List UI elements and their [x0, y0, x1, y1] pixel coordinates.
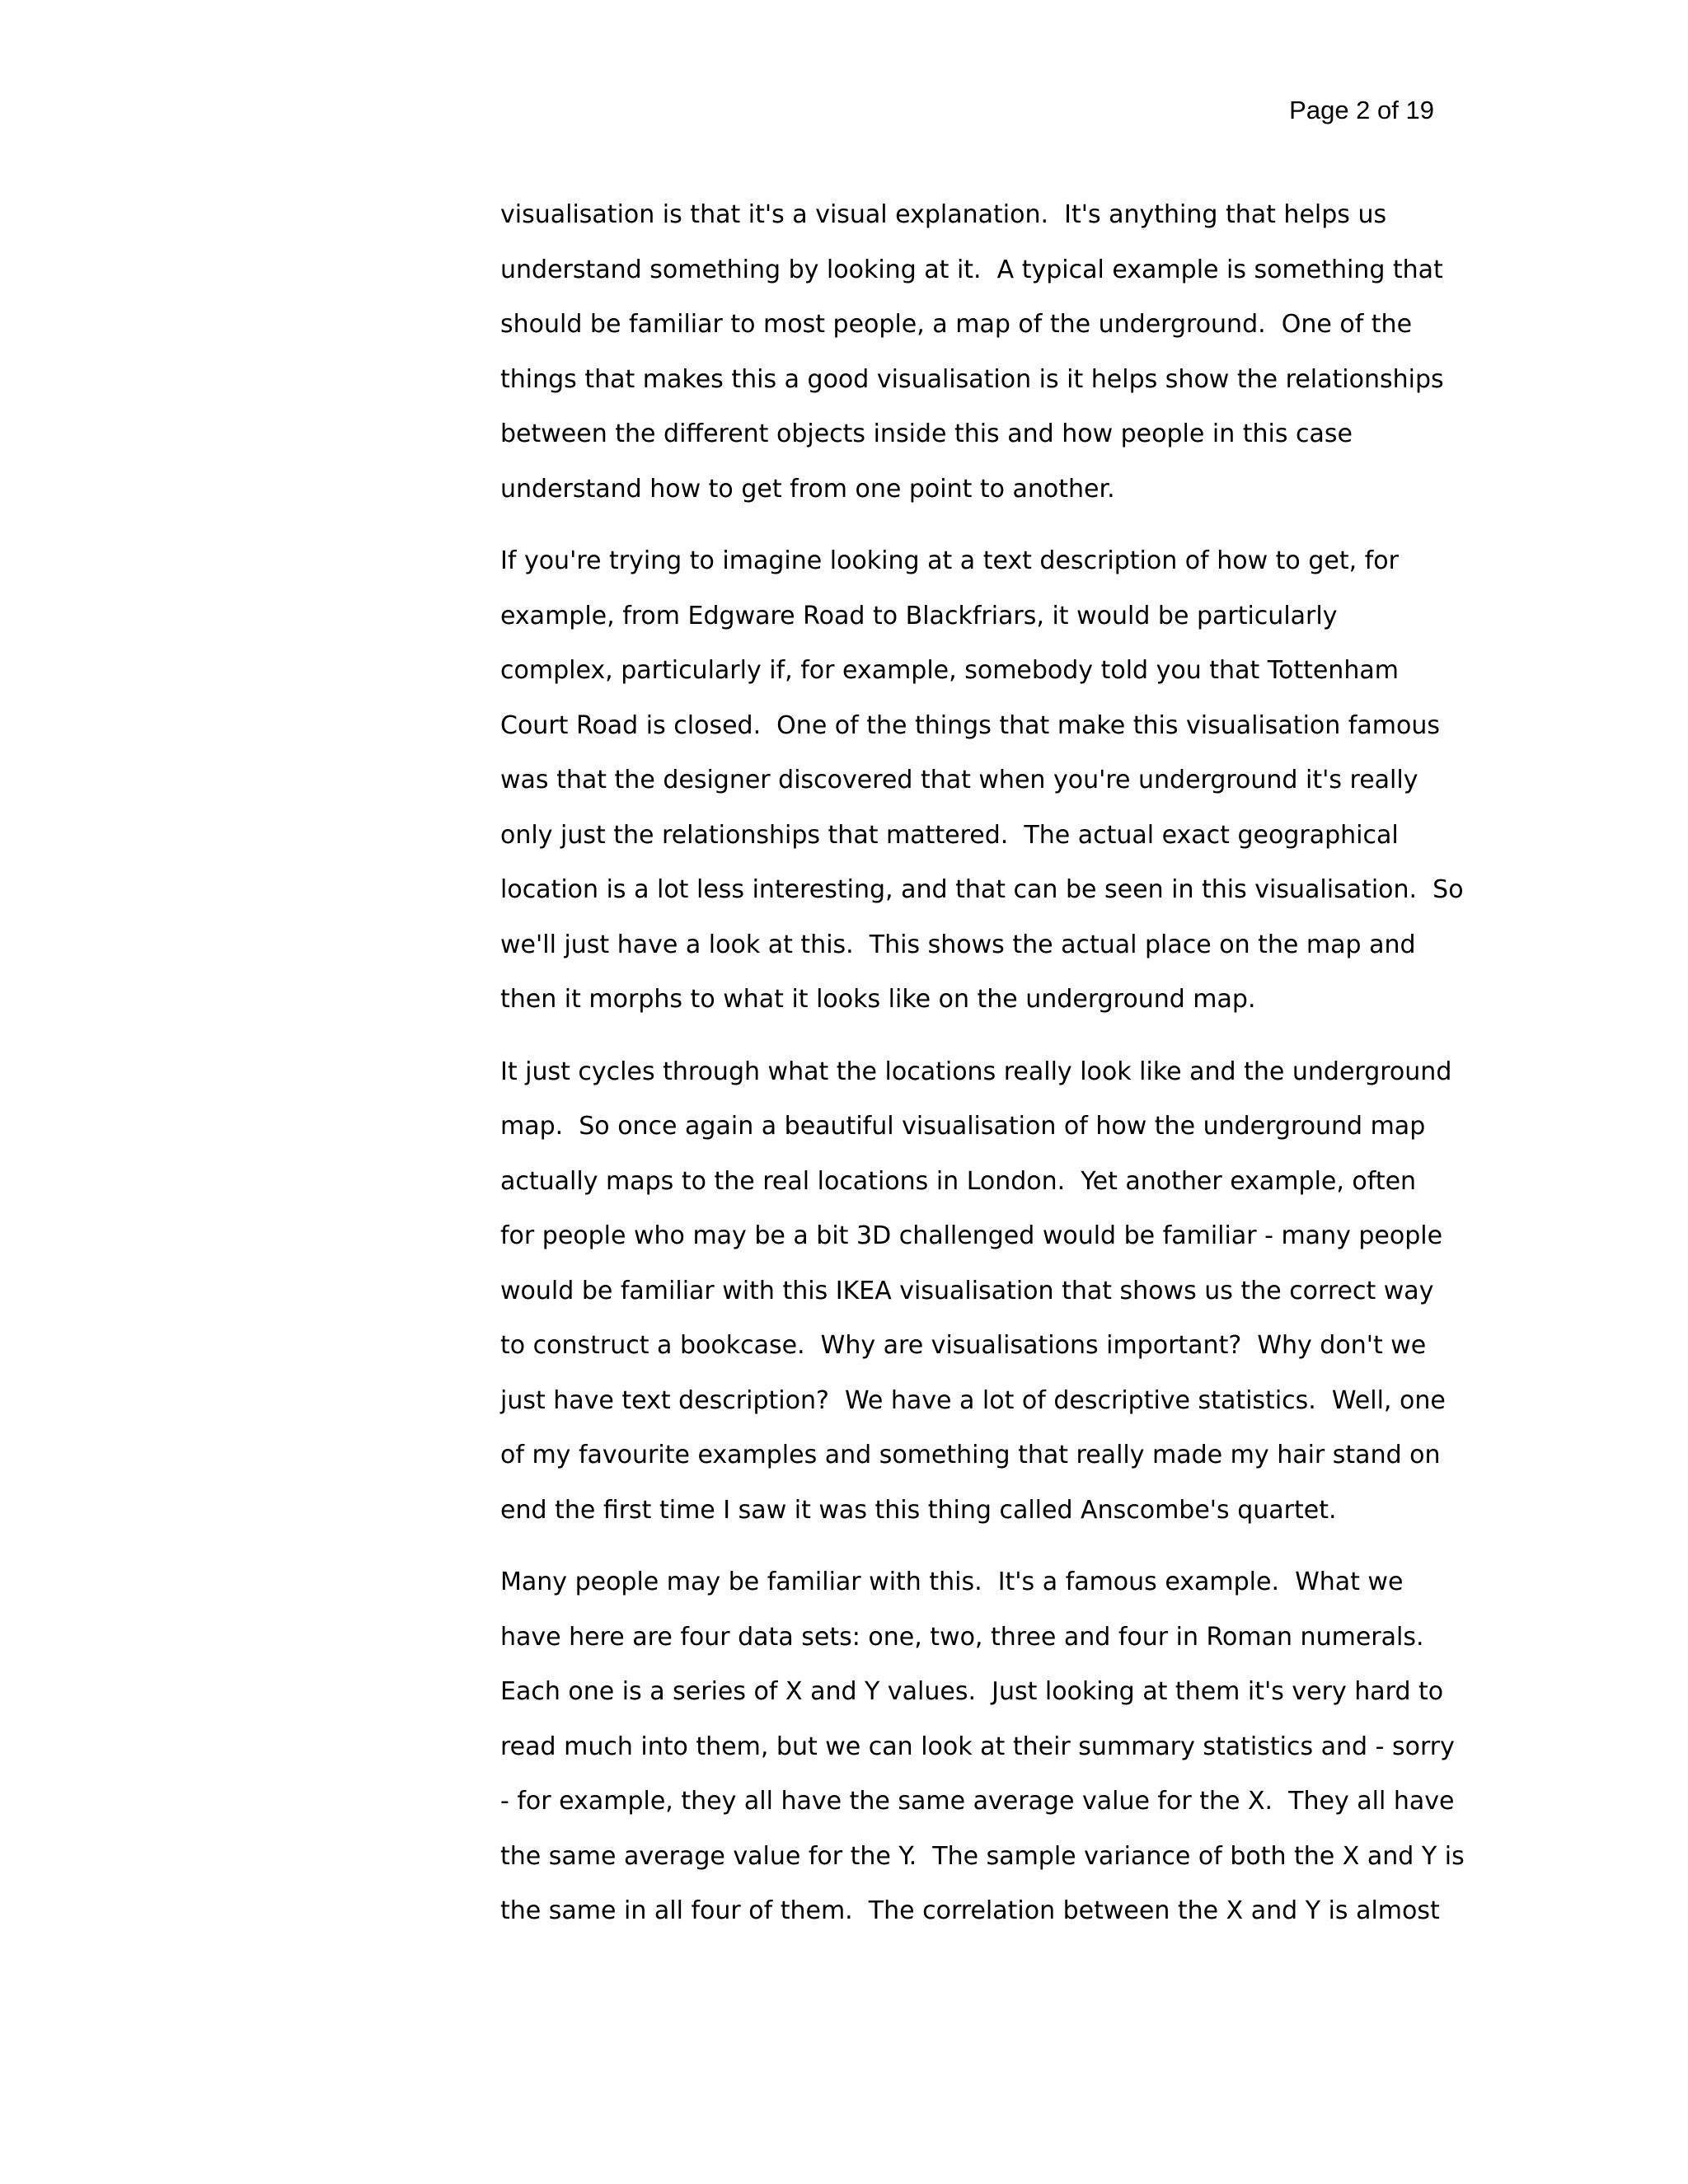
- text-line: example, from Edgware Road to Blackfriars, it would be particularly: [500, 601, 1338, 630]
- text-line: between the different objects inside this and how people in this case: [500, 419, 1353, 448]
- text-line: should be familiar to most people, a map of the underground. One of the: [500, 310, 1413, 339]
- text-line: would be familiar with this IKEA visualisation that shows us the correct way: [500, 1276, 1434, 1305]
- text-line: only just the relationships that mattered. The actual exact geographical: [500, 820, 1399, 850]
- text-line: visualisation is that it's a visual explanation. It's anything that helps us: [500, 200, 1387, 229]
- text-line: actually maps to the real locations in London. Yet another example, often: [500, 1166, 1417, 1196]
- text-line: understand something by looking at it. A typical example is something that: [500, 255, 1443, 284]
- text-line: for people who may be a bit 3D challenged would be familiar - many people: [500, 1221, 1443, 1250]
- text-line: was that the designer discovered that when you're underground it's really: [500, 766, 1418, 794]
- text-line: - for example, they all have the same average value for the X. They all have: [500, 1787, 1455, 1816]
- text-line: of my favourite examples and something that really made my hair stand on: [500, 1441, 1441, 1469]
- text-line: location is a lot less interesting, and that can be seen in this visualisation. So: [500, 875, 1464, 904]
- text-line: we'll just have a look at this. This shows the actual place on the map and: [500, 930, 1416, 959]
- paragraph: [500, 1562, 1465, 1946]
- paragraph: [500, 541, 1464, 1034]
- page-number: Page 2 of 19: [1289, 96, 1434, 124]
- text-line: Each one is a series of X and Y values. Just looking at them it's very hard to: [500, 1677, 1444, 1706]
- text-line: Court Road is closed. One of the things that make this visualisation famous: [500, 710, 1440, 740]
- text-line: have here are four data sets: one, two, three and four in Roman numerals.: [500, 1622, 1424, 1652]
- text-line: It just cycles through what the locations really look like and the underground: [500, 1057, 1452, 1086]
- text-line: the same in all four of them. The correlation between the X and Y is almost: [500, 1896, 1440, 1925]
- paragraph: [500, 1052, 1452, 1545]
- text-line: things that makes this a good visualisation is it helps show the relationships: [500, 364, 1444, 394]
- text-line: understand how to get from one point to another.: [500, 474, 1115, 504]
- text-line: complex, particularly if, for example, somebody told you that Tottenham: [500, 656, 1399, 685]
- text-line: If you're trying to imagine looking at a text description of how to get, for: [500, 546, 1399, 575]
- text-line: then it morphs to what it looks like on the underground map.: [500, 985, 1256, 1014]
- text-line: just have text description? We have a lot of descriptive statistics. Well, one: [500, 1385, 1446, 1415]
- text-line: the same average value for the Y. The sample variance of both the X and Y is: [500, 1841, 1465, 1871]
- paragraph: [500, 194, 1444, 523]
- text-line: read much into them, but we can look at their summary statistics and - sorry: [500, 1732, 1455, 1761]
- text-line: to construct a bookcase. Why are visualisations important? Why don't we: [500, 1331, 1427, 1360]
- text-line: end the first time I saw it was this thing called Anscombe's quartet.: [500, 1495, 1337, 1525]
- text-line: map. So once again a beautiful visualisation of how the underground map: [500, 1112, 1426, 1141]
- text-line: Many people may be familiar with this. It's a famous example. What we: [500, 1568, 1404, 1596]
- transcript-body: [500, 194, 1465, 1963]
